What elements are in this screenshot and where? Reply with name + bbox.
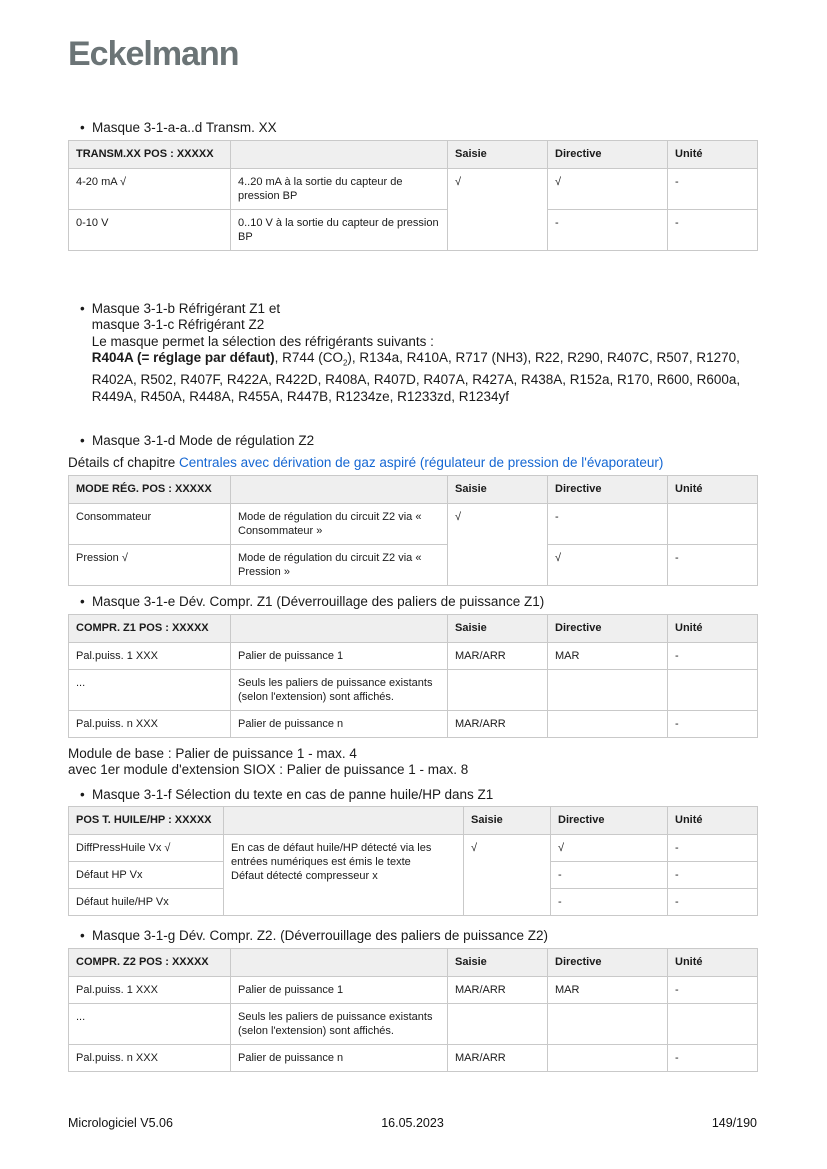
cell-unite: -	[668, 168, 758, 209]
header-cell-directive: Directive	[548, 948, 668, 976]
cell-unite: -	[668, 835, 758, 862]
cell-label: Pal.puiss. 1 XXX	[69, 642, 231, 669]
header-cell-unite: Unité	[668, 807, 758, 835]
bullet-icon: •	[80, 433, 85, 449]
table-compr-z1	[68, 614, 758, 738]
bullet-text: Masque 3-1-g Dév. Compr. Z2. (Déverrouillage des paliers de puissance Z2)	[92, 928, 548, 944]
header-cell-empty	[224, 807, 464, 835]
bullet-masque-3-1-b	[68, 301, 757, 406]
cell-unite: -	[668, 862, 758, 889]
table-row	[69, 642, 758, 669]
refrigerant-line-2: masque 3-1-c Réfrigérant Z2	[91, 317, 265, 332]
cell-label: Pal.puiss. n XXX	[69, 710, 231, 737]
cell-directive: √	[548, 168, 668, 209]
cell-saisie: √	[464, 835, 551, 916]
header-cell-title: MODE RÉG. POS : XXXXX	[69, 476, 231, 504]
cell-unite	[668, 669, 758, 710]
table-row	[69, 1044, 758, 1071]
cell-unite: -	[668, 710, 758, 737]
module-line-2: avec 1er module d'extension SIOX : Palier de puissance 1 - max. 8	[68, 762, 469, 778]
footer-firmware-version: Micrologiciel V5.06	[68, 1116, 173, 1130]
cell-desc: Mode de régulation du circuit Z2 via « Consommateur »	[231, 504, 448, 545]
cell-saisie: MAR/ARR	[448, 976, 548, 1003]
table-pos-huile-hp	[68, 806, 758, 916]
header-cell-directive: Directive	[548, 140, 668, 168]
cell-desc: 4..20 mA à la sortie du capteur de pression BP	[231, 168, 448, 209]
bullet-text: Masque 3-1-f Sélection du texte en cas de panne huile/HP dans Z1	[92, 786, 494, 802]
header-cell-title: TRANSM.XX POS : XXXXX	[69, 140, 231, 168]
cell-label: Défaut HP Vx	[69, 862, 224, 889]
table-row	[69, 1003, 758, 1044]
cell-desc: Mode de régulation du circuit Z2 via « Pression »	[231, 545, 448, 586]
cell-directive: -	[551, 862, 668, 889]
table-row	[69, 710, 758, 737]
desc-line-1: En cas de défaut huile/HP détecté via les entrées numériques est émis le texte	[231, 842, 432, 869]
desc-line-2: Défaut détecté compresseur x	[231, 870, 378, 883]
header-cell-title: COMPR. Z2 POS : XXXXX	[69, 948, 231, 976]
cell-label: Consommateur	[69, 504, 231, 545]
table-modereg	[68, 475, 758, 586]
cell-label: Pal.puiss. n XXX	[69, 1044, 231, 1071]
header-cell-unite: Unité	[668, 614, 758, 642]
header-cell-saisie: Saisie	[448, 140, 548, 168]
cell-unite	[668, 504, 758, 545]
bullet-masque-3-1-g	[68, 928, 757, 945]
table-header-row	[69, 476, 758, 504]
cell-unite: -	[668, 545, 758, 586]
header-cell-empty	[231, 476, 448, 504]
cell-saisie: MAR/ARR	[448, 642, 548, 669]
cell-desc	[224, 835, 464, 916]
cell-label: ...	[69, 1003, 231, 1044]
refrigerant-line-1: Masque 3-1-b Réfrigérant Z1 et	[91, 300, 281, 316]
cell-desc: Palier de puissance n	[231, 1044, 448, 1071]
cell-unite: -	[668, 1044, 758, 1071]
table-compr-z2	[68, 948, 758, 1072]
header-cell-empty	[231, 614, 448, 642]
table-row	[69, 669, 758, 710]
cell-desc: Seuls les paliers de puissance existants (selon l'extension) sont affichés.	[231, 669, 448, 710]
header-cell-empty	[231, 140, 448, 168]
cell-directive: √	[551, 835, 668, 862]
header-cell-saisie: Saisie	[464, 807, 551, 835]
bullet-icon: •	[80, 928, 85, 944]
bullet-icon: •	[80, 594, 85, 610]
chapter-link[interactable]: Centrales avec dérivation de gaz aspiré (régulateur de pression de l'évaporateur)	[179, 454, 664, 470]
table-header-row	[69, 807, 758, 835]
cell-unite: -	[668, 889, 758, 916]
details-prefix: Détails cf chapitre	[68, 454, 180, 470]
cell-desc: Palier de puissance n	[231, 710, 448, 737]
header-cell-title: COMPR. Z1 POS : XXXXX	[69, 614, 231, 642]
refrigerant-line-3: Le masque permet la sélection des réfrigérants suivants :	[91, 333, 434, 349]
cell-saisie: MAR/ARR	[448, 710, 548, 737]
header-cell-title: POS T. HUILE/HP : XXXXX	[69, 807, 224, 835]
module-line-1: Module de base : Palier de puissance 1 - max. 4	[68, 745, 357, 761]
header-cell-directive: Directive	[548, 614, 668, 642]
bullet-masque-3-1-a	[68, 120, 757, 137]
table-row	[69, 209, 758, 250]
refrigerant-list	[92, 350, 757, 405]
header-cell-directive: Directive	[551, 807, 668, 835]
cell-directive	[548, 669, 668, 710]
cell-unite: -	[668, 976, 758, 1003]
cell-directive: MAR	[548, 976, 668, 1003]
header-cell-saisie: Saisie	[448, 614, 548, 642]
page-footer	[68, 1116, 757, 1130]
bullet-masque-3-1-f	[68, 787, 757, 804]
table-row	[69, 835, 758, 862]
header-cell-unite: Unité	[668, 140, 758, 168]
cell-directive	[548, 710, 668, 737]
cell-directive: √	[548, 545, 668, 586]
cell-desc: Palier de puissance 1	[231, 642, 448, 669]
cell-label: ...	[69, 669, 231, 710]
refrigerant-list-a: , R744 (CO	[274, 350, 343, 365]
bullet-icon: •	[80, 120, 85, 135]
cell-label: Pal.puiss. 1 XXX	[69, 976, 231, 1003]
header-cell-saisie: Saisie	[448, 476, 548, 504]
cell-saisie: √	[448, 168, 548, 250]
cell-label: 0-10 V	[69, 209, 231, 250]
refrigerant-list-b: ), R134a, R410A, R717 (NH3), R22, R290, R407C, R507, R1270, R402A, R502, R407F, R422A, R422D, R408A, R407D, R407A, R427A, R438A, R152a, R170, R600, R600a, R449A, R450A, R448A, R455A, R447B, R1234ze, R1233zd, R1234yf	[91, 350, 741, 404]
cell-saisie	[448, 1003, 548, 1044]
cell-label: Défaut huile/HP Vx	[69, 889, 224, 916]
table-header-row	[69, 614, 758, 642]
cell-saisie	[448, 669, 548, 710]
bullet-icon: •	[80, 300, 85, 316]
cell-desc: Seuls les paliers de puissance existants (selon l'extension) sont affichés.	[231, 1003, 448, 1044]
table-row	[69, 976, 758, 1003]
cell-directive: -	[551, 889, 668, 916]
cell-directive	[548, 1003, 668, 1044]
page-content	[68, 0, 757, 1072]
bullet-text: Masque 3-1-a-a..d Transm. XX	[92, 120, 277, 135]
table-header-row	[69, 948, 758, 976]
details-paragraph	[68, 455, 757, 472]
cell-unite: -	[668, 209, 758, 250]
header-cell-directive: Directive	[548, 476, 668, 504]
header-cell-saisie: Saisie	[448, 948, 548, 976]
bullet-masque-3-1-e	[68, 594, 757, 611]
cell-label: DiffPressHuile Vx √	[69, 835, 224, 862]
cell-directive: -	[548, 209, 668, 250]
bullet-masque-3-1-d	[68, 433, 757, 450]
bullet-text-block	[92, 301, 757, 406]
table-row	[69, 168, 758, 209]
default-refrigerant: R404A (= réglage par défaut)	[91, 350, 275, 365]
table-header-row	[69, 140, 758, 168]
footer-date: 16.05.2023	[381, 1116, 444, 1130]
cell-directive: MAR	[548, 642, 668, 669]
table-row	[69, 504, 758, 545]
bullet-text: Masque 3-1-e Dév. Compr. Z1 (Déverrouillage des paliers de puissance Z1)	[92, 594, 545, 610]
eckelmann-logo: Eckelmann	[68, 35, 239, 73]
cell-desc: 0..10 V à la sortie du capteur de pression BP	[231, 209, 448, 250]
cell-unite	[668, 1003, 758, 1044]
cell-saisie: MAR/ARR	[448, 1044, 548, 1071]
co2-subscript: 2	[342, 358, 348, 368]
cell-directive: -	[548, 504, 668, 545]
footer-page-number: 149/190	[711, 1116, 757, 1130]
cell-label: Pression √	[69, 545, 231, 586]
header-cell-unite: Unité	[668, 948, 758, 976]
cell-unite: -	[668, 642, 758, 669]
cell-desc: Palier de puissance 1	[231, 976, 448, 1003]
cell-directive	[548, 1044, 668, 1071]
header-cell-empty	[231, 948, 448, 976]
bullet-text: Masque 3-1-d Mode de régulation Z2	[92, 433, 315, 449]
bullet-icon: •	[80, 786, 85, 802]
cell-saisie: √	[448, 504, 548, 586]
module-paragraph	[68, 746, 757, 779]
header-cell-unite: Unité	[668, 476, 758, 504]
cell-label: 4-20 mA √	[69, 168, 231, 209]
table-transm	[68, 140, 758, 251]
table-row	[69, 545, 758, 586]
